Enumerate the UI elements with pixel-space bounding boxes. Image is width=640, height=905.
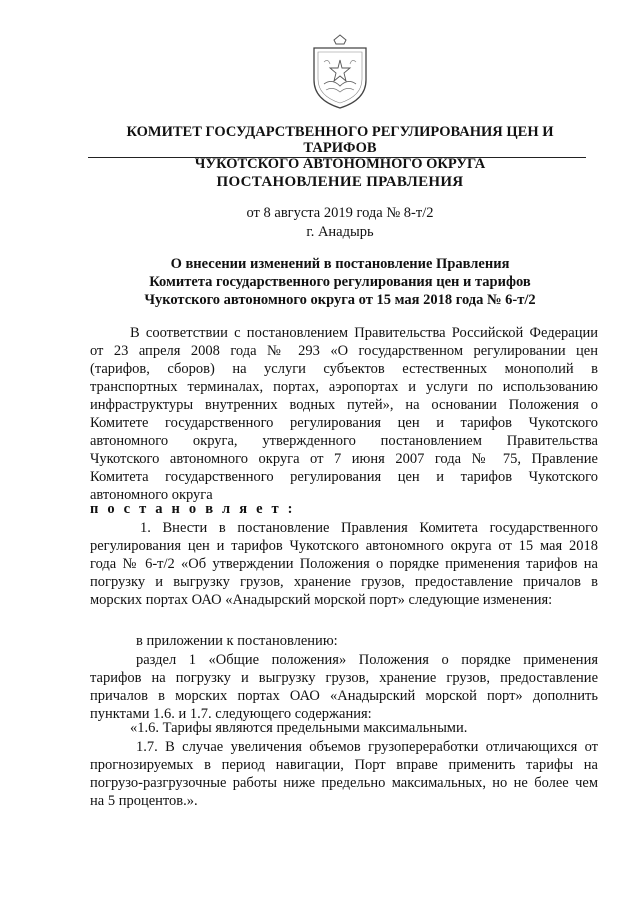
preamble-line-3: (тарифов, сборов) на услуги субъектов естественных монополий в	[90, 361, 598, 377]
header-divider	[88, 157, 586, 158]
item-1-line-1: 1. Внести в постановление Правления Комитета государственного	[140, 520, 598, 536]
preamble-line-2: от 23 апреля 2008 года № 293 «О государственном регулировании цен	[90, 343, 598, 359]
subject-line-3: Чукотского автономного округа от 15 мая 2018 года № 6-т/2	[144, 292, 536, 308]
preamble-tail: автономного округа	[90, 487, 213, 503]
coat-of-arms-icon	[304, 32, 376, 112]
preamble-line-1: В соответствии с постановлением Правительства Российской Федерации	[130, 325, 598, 341]
section-line-1: раздел 1 «Общие положения» Положения о порядке применения	[136, 652, 598, 668]
clause-1-7-line-1: 1.7. В случае увеличения объемов грузопереработки отличающихся от	[136, 739, 598, 755]
preamble-line-9: Комитета государственного регулирования цен и тарифов Чукотского	[90, 469, 598, 485]
decree-date-number: от 8 августа 2019 года № 8-т/2	[246, 205, 434, 221]
section-tail: пунктами 1.6. и 1.7. следующего содержания:	[90, 706, 372, 722]
preamble-paragraph	[90, 324, 598, 486]
subject-line-1: О внесении изменений в постановление Правления	[170, 256, 510, 272]
section-line-3: причалов в морских портах ОАО «Анадырский морской порт» дополнить	[90, 688, 598, 704]
decree-subject	[90, 255, 590, 309]
preamble-line-4: транспортных терминалах, портах, аэропортах и услуги по использованию	[90, 379, 598, 395]
section-paragraph	[90, 651, 598, 723]
clause-1-7-tail: на 5 процентов.».	[90, 793, 198, 809]
item-1-line-3: года № 6-т/2 «Об утверждении Положения о порядке применения тарифов на	[90, 556, 598, 572]
preamble-line-8: Чукотского автономного округа от 7 июня 2007 года № 75, Правление	[90, 451, 598, 467]
subject-line-2: Комитета государственного регулирования цен и тарифов	[149, 274, 531, 290]
clause-1-6: «1.6. Тарифы являются предельными максимальными.	[130, 720, 468, 736]
appendix-line: в приложении к постановлению:	[136, 633, 338, 649]
clause-1-7-line-2: прогнозируемых в период навигации, Порт вправе применить тарифы на	[90, 757, 598, 773]
item-1-tail: морских портах ОАО «Анадырский морской порт» следующие изменения:	[90, 592, 553, 608]
item-1-line-4: погрузку и выгрузку грузов, хранение грузов, предоставление причалов в	[90, 574, 598, 590]
item-1-paragraph	[90, 519, 598, 609]
decree-city: г. Анадырь	[306, 224, 374, 240]
preamble-line-7: автономного округа, утвержденного постановлением Правительства	[90, 433, 598, 449]
committee-name-line-2: ЧУКОТСКОГО АВТОНОМНОГО ОКРУГА	[194, 156, 486, 172]
committee-name	[90, 124, 590, 172]
preamble-line-5: инфраструктуры внутренних водных путей», на основании Положения о	[90, 397, 598, 413]
preamble-line-6: Комитете государственного регулирования цен и тарифов Чукотского	[90, 415, 598, 431]
section-line-2: тарифов на погрузку и выгрузку грузов, хранение грузов, предоставление	[90, 670, 598, 686]
committee-name-line-1: КОМИТЕТ ГОСУДАРСТВЕННОГО РЕГУЛИРОВАНИЯ ЦЕН И ТАРИФОВ	[126, 124, 554, 156]
item-1-line-2: регулирования цен и тарифов Чукотского автономного округа от 15 мая 2018	[90, 538, 598, 554]
clause-1-7-paragraph	[90, 738, 598, 810]
clause-1-7-line-3: погрузо-разгрузочные работы ниже предельно максимальных, но не более чем	[90, 775, 598, 791]
document-title: ПОСТАНОВЛЕНИЕ ПРАВЛЕНИЯ	[216, 174, 464, 190]
resolve-word: п о с т а н о в л я е т :	[90, 501, 296, 517]
